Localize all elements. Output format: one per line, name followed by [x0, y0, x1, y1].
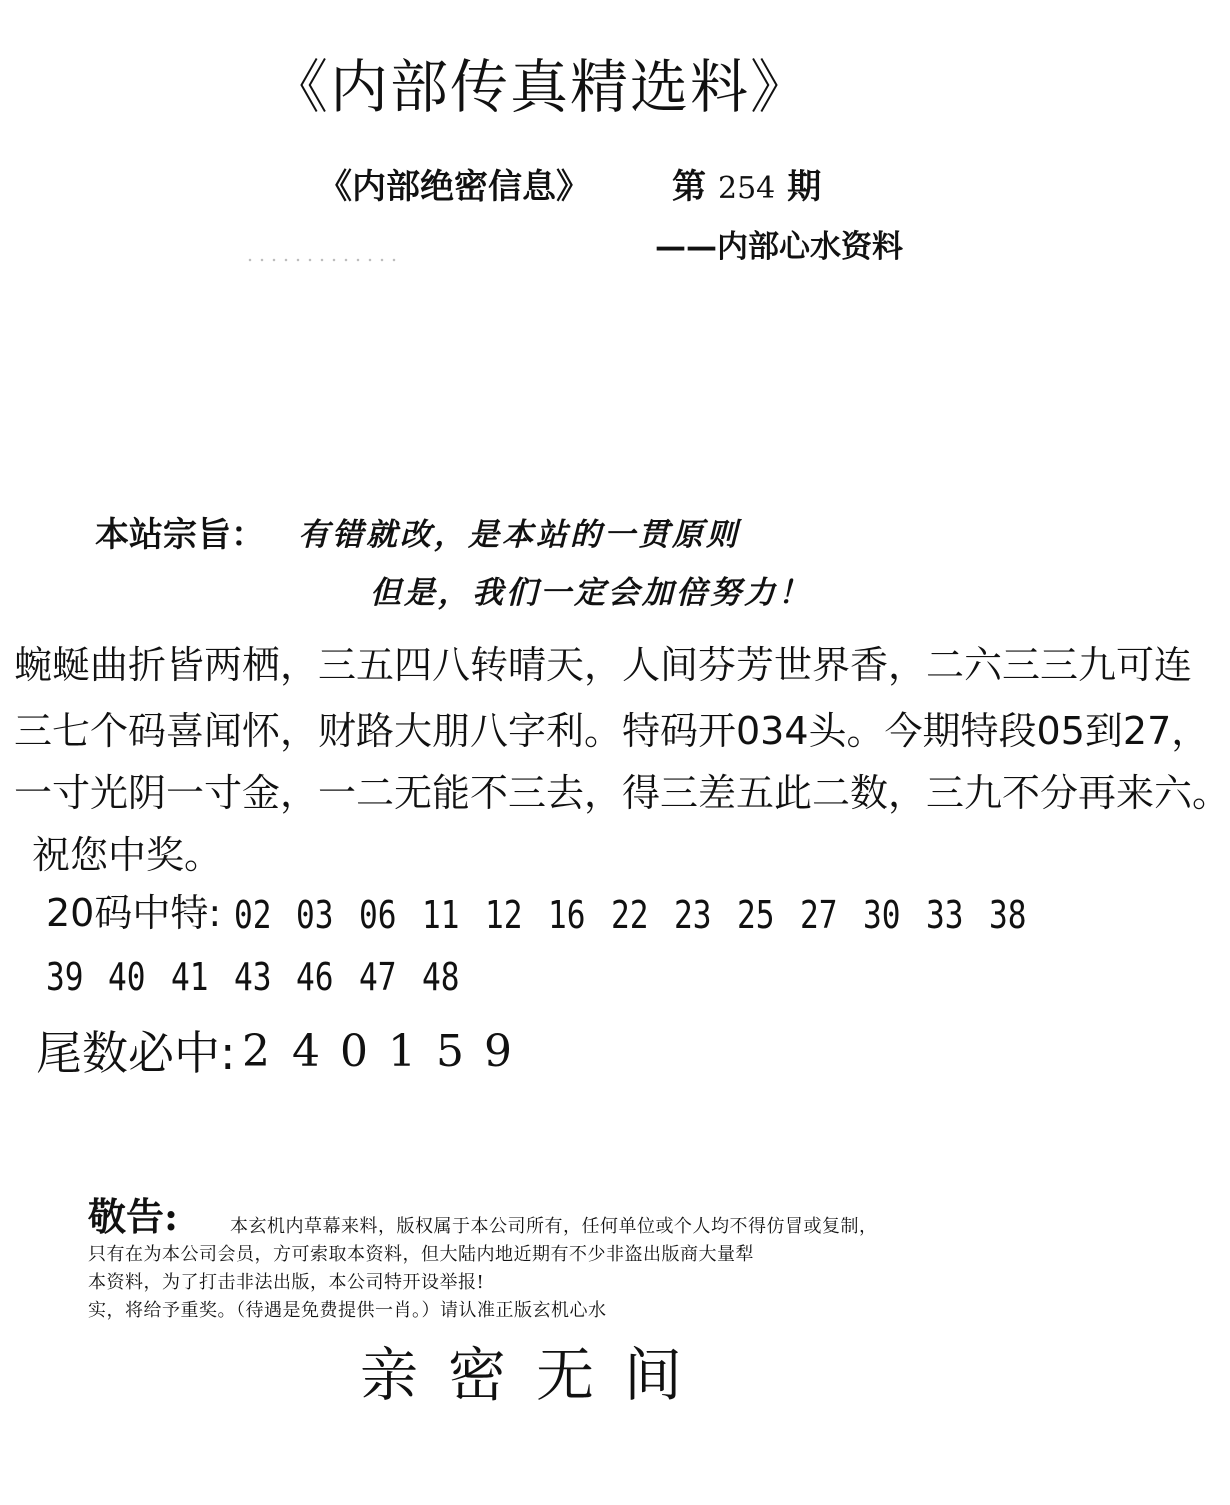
motto-line-1: 有错就改，是本站的一贯原则 — [298, 517, 740, 553]
poem-line-1: 蜿蜒曲折皆两栖，三五四八转晴天，人间芬芳世界香，二六三三九可连 — [14, 643, 1193, 687]
code-number: 47 — [359, 955, 397, 999]
code-number: 38 — [989, 893, 1027, 937]
tail-digit: 5 — [436, 1026, 464, 1077]
code-number: 06 — [359, 893, 397, 937]
code-number: 12 — [485, 893, 523, 937]
notice-line-2: 只有在为本公司会员，方可索取本资料，但大陆内地近期有不少非盗出版商大量犁 — [88, 1244, 754, 1265]
code-number: 11 — [422, 893, 460, 937]
code-number: 03 — [296, 893, 334, 937]
code-number: 25 — [737, 893, 775, 937]
code-number: 43 — [234, 955, 272, 999]
code-number: 48 — [422, 955, 460, 999]
poem-line-3: 一寸光阴一寸金，一二无能不三去，得三差五此二数，三九不分再来六。 — [14, 771, 1230, 815]
motto-label: 本站宗旨： — [95, 515, 265, 555]
issue-suffix: 期 — [787, 167, 822, 207]
code-number: 02 — [234, 893, 272, 937]
code-number: 16 — [548, 893, 586, 937]
code-number: 22 — [611, 893, 649, 937]
scan-noise — [244, 258, 404, 262]
poem-line-2: 三七个码喜闻怀，财路大朋八字利。特码开034头。今期特段05到27， — [14, 709, 1210, 753]
code-number: 40 — [108, 955, 146, 999]
code-number: 30 — [863, 893, 901, 937]
source-attribution: ——内部心水资料 — [655, 229, 903, 265]
issue-prefix: 第 — [672, 167, 706, 207]
notice-line-4: 实，将给予重奖。（待遇是免费提供一肖。）请认准正版玄机心水 — [88, 1300, 607, 1321]
issue-number: 254 — [718, 171, 776, 206]
tail-digit: 0 — [340, 1026, 368, 1077]
code-number: 33 — [926, 893, 964, 937]
subtitle: 《内部绝密信息》 — [318, 167, 590, 207]
notice-line-3: 本资料，为了打击非法出版，本公司特开设举报! — [88, 1272, 485, 1293]
motto-line-2: 但是，我们一定会加倍努力！ — [370, 575, 812, 611]
tail-digit: 2 — [242, 1026, 270, 1077]
tail-digit: 1 — [388, 1026, 416, 1077]
tail-digits-label: 尾数必中: — [36, 1026, 236, 1080]
blessing: 祝您中奖。 — [32, 833, 223, 877]
issue-number-line — [672, 167, 822, 207]
code-number: 46 — [296, 955, 334, 999]
notice-line-1: 本玄机内草幕来料，版权属于本公司所有，任何单位或个人均不得仿冒或复制， — [230, 1216, 878, 1237]
page-title: 《内部传真精选料》 — [269, 53, 810, 121]
notice-label: 敬告: — [88, 1194, 179, 1239]
code-number: 27 — [800, 893, 838, 937]
tail-digit: 4 — [292, 1026, 320, 1077]
footer-slogan: 亲密无间 — [360, 1341, 713, 1409]
code-number: 23 — [674, 893, 712, 937]
code-number: 41 — [171, 955, 209, 999]
codes-label: 20码中特: — [46, 891, 222, 935]
code-number: 39 — [46, 955, 84, 999]
tail-digit: 9 — [484, 1026, 512, 1077]
